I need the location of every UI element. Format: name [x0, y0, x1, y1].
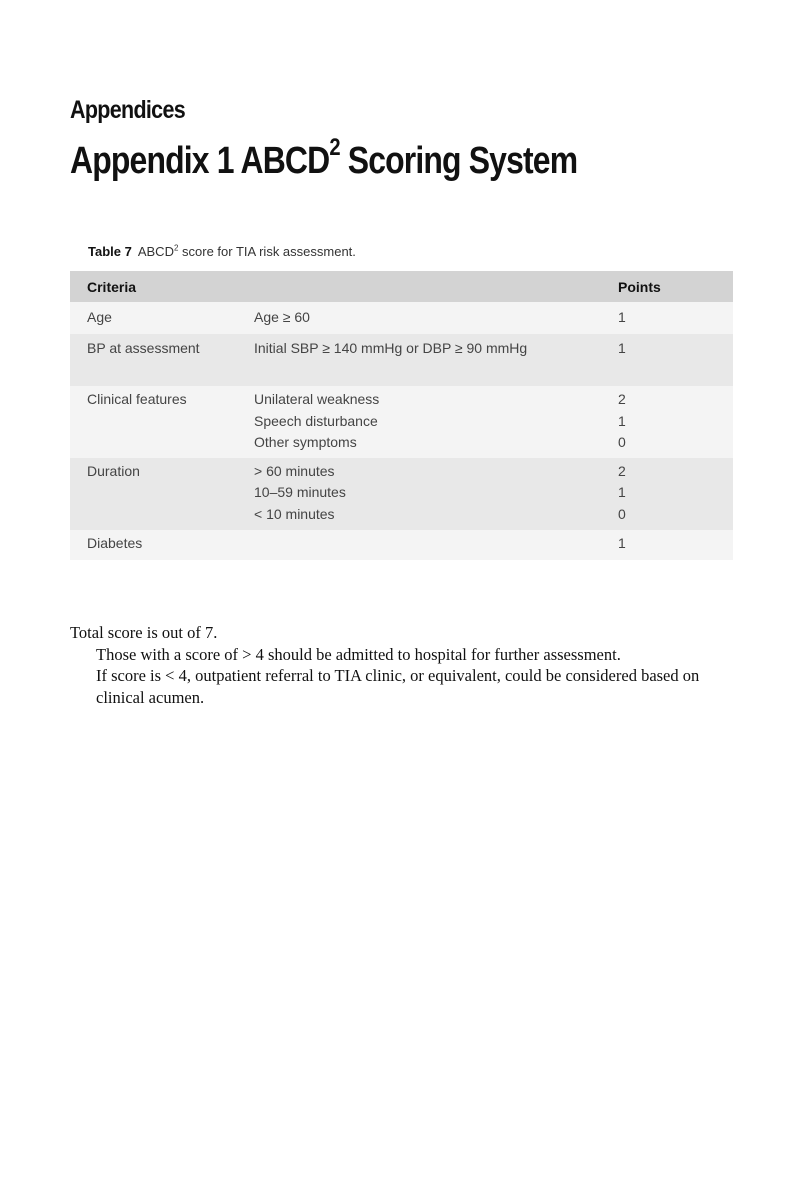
- points-line: 1: [618, 412, 626, 429]
- points-cell: [618, 334, 733, 387]
- criteria-cell: Duration: [70, 458, 254, 531]
- points-line: 2: [618, 391, 626, 407]
- detail-line: Other symptoms: [254, 434, 357, 450]
- detail-line: Initial SBP ≥ 140 mmHg or DBP ≥ 90 mmHg: [254, 339, 528, 356]
- table-caption-prefix: ABCD: [137, 244, 174, 259]
- details-cell: [254, 458, 618, 531]
- points-cell: [618, 386, 733, 458]
- criteria-cell: Diabetes: [70, 530, 254, 560]
- table-caption-label: Table 7: [88, 244, 132, 259]
- table-row-age: [70, 302, 733, 334]
- table-row-duration: [70, 458, 733, 531]
- detail-line: Speech disturbance: [254, 412, 378, 429]
- details-cell: [254, 386, 618, 458]
- points-cell: [618, 302, 733, 334]
- header-points: Points: [618, 271, 733, 302]
- admit-note: Those with a score of > 4 should be admitted to hospital for further assessment.: [96, 644, 621, 664]
- points-line: 2: [618, 462, 626, 479]
- table-row-clinical-features: [70, 386, 733, 458]
- abcd2-score-table: [70, 271, 733, 560]
- detail-line: Age ≥ 60: [254, 309, 310, 325]
- table-row-diabetes: [70, 530, 733, 560]
- points-line: 1: [618, 535, 626, 551]
- section-label: Appendices: [70, 96, 185, 124]
- details-cell: [254, 530, 618, 560]
- criteria-cell: BP at assessment: [70, 334, 254, 387]
- points-line: 0: [618, 434, 626, 450]
- page-title-suffix: Scoring System: [339, 140, 578, 182]
- table-row-bp: [70, 334, 733, 387]
- table-header-row: [70, 271, 733, 302]
- points-line: 1: [618, 484, 626, 500]
- table-caption-superscript: 2: [173, 243, 179, 253]
- table-caption: [88, 244, 356, 259]
- header-criteria: Criteria: [70, 271, 254, 302]
- header-details: [254, 271, 618, 302]
- page-title-main: Appendix 1 ABCD: [70, 140, 330, 182]
- points-cell: [618, 458, 733, 531]
- detail-line: Unilateral weakness: [254, 391, 380, 407]
- page-title-superscript: 2: [329, 134, 340, 162]
- details-cell: [254, 334, 618, 387]
- table-caption-suffix: score for TIA risk assessment.: [178, 244, 356, 259]
- detail-line: 10–59 minutes: [254, 484, 346, 500]
- total-score-note: Total score is out of 7.: [70, 623, 218, 642]
- points-line: 0: [618, 505, 626, 522]
- points-cell: [618, 530, 733, 560]
- details-cell: [254, 302, 618, 334]
- score-notes: [70, 622, 735, 709]
- page-title: [70, 134, 578, 183]
- criteria-cell: Age: [70, 302, 254, 334]
- points-line: 1: [618, 339, 626, 356]
- detail-line: < 10 minutes: [254, 505, 335, 522]
- points-line: 1: [618, 309, 626, 325]
- criteria-cell: Clinical features: [70, 386, 254, 458]
- outpatient-note: If score is < 4, outpatient referral to TIA clinic, or equivalent, could be considered based on clinical acumen.: [96, 666, 700, 708]
- detail-line: > 60 minutes: [254, 462, 335, 479]
